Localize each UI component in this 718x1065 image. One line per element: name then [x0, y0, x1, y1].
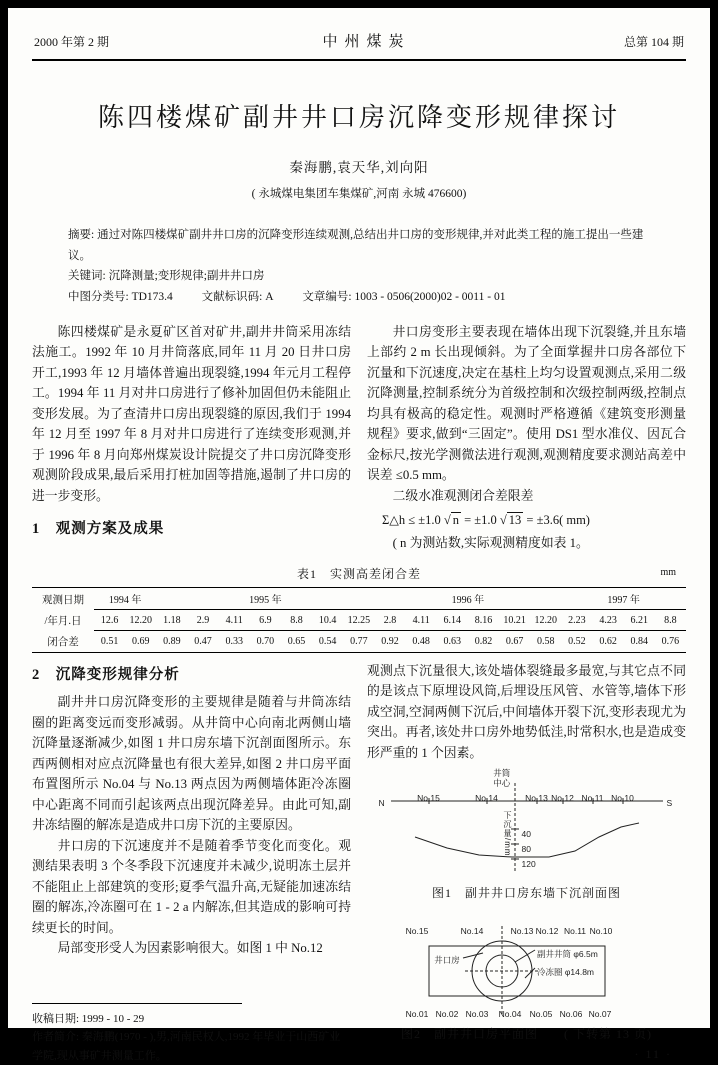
point-label: No.13 [525, 793, 548, 804]
table-row-values [32, 631, 686, 653]
right-column-1 [367, 322, 686, 554]
point-label: No.06 [559, 1008, 583, 1019]
figure-1-caption: 图1 副井井口房东墙下沉剖面图 [431, 886, 621, 901]
row-label: /年月.日 [44, 615, 82, 627]
point-label: No.07 [588, 1008, 612, 1019]
received-date: 收稿日期: 1999 - 10 - 29 [32, 1013, 145, 1026]
formula-part: Σ△h ≤ ±1.0 [382, 513, 441, 528]
value-cell: 0.70 [256, 636, 275, 647]
point-label: No.13 [510, 925, 534, 936]
value-cell: 0.92 [381, 636, 399, 647]
freeze-ring-label: 冷冻圈 φ14.8m [537, 966, 594, 977]
article-meta [68, 287, 650, 308]
value-cell: 0.67 [505, 636, 524, 647]
closure-formula [367, 510, 686, 531]
value-cell: 0.52 [568, 636, 586, 647]
year-cell: 1994 年 [94, 588, 156, 610]
date-cell: 2.9 [187, 610, 218, 631]
point-label: No.11 [563, 925, 587, 936]
value-cell: 0.84 [630, 636, 648, 647]
point-label: No.03 [465, 1008, 489, 1019]
value-cell: 0.54 [318, 636, 337, 647]
value-cell: 0.76 [661, 636, 680, 647]
article-title: 陈四楼煤矿副井井口房沉降变形规律探讨 [97, 103, 620, 132]
left-column-1 [32, 322, 351, 554]
authors: 秦海鹏,袁天华,刘向阳 [289, 160, 429, 175]
date-cell: 1.18 [156, 610, 187, 631]
value-cell: 0.48 [412, 636, 430, 647]
affiliation: ( 永城煤电集团车集煤矿,河南 永城 476600) [251, 188, 467, 200]
formula-part: = ±1.0 [464, 513, 497, 528]
row-label: 闭合差 [47, 636, 79, 648]
year-cell: 1996 年 [374, 588, 561, 610]
table-1-unit: mm [660, 567, 676, 579]
left-column-2 [32, 661, 351, 1065]
tick-80: 80 [521, 844, 531, 855]
analysis-paragraph-3: 局部变形受人为因素影响很大。如图 1 中 No.12 [57, 941, 323, 956]
tick-120: 120 [521, 859, 536, 870]
date-cell: 6.9 [250, 610, 281, 631]
journal-page [8, 8, 710, 1062]
point-label: No.14 [475, 793, 498, 804]
point-label: No.14 [460, 925, 484, 936]
analysis-paragraph-4: 观测点下沉量很大,该处墙体裂缝最多最宽,与其它点不同的是该点下原埋设风筒,后埋设压风管、水管等,墙体下形成空洞,空洞两侧下沉后,中间墙体开裂下沉,变形表现尤为突出。再者,该处井口房外地势低洼,时常积水,也是造成变形严重的 1 个因素。 [367, 663, 686, 760]
date-cell: 8.8 [655, 610, 686, 631]
date-cell: 8.16 [468, 610, 499, 631]
figure-2-caption: 图2 副井井口房平面图 [400, 1026, 538, 1041]
table-1-caption [32, 565, 686, 582]
point-label: No.12 [535, 925, 559, 936]
continued-note: ( 下转第 13 页) [564, 1026, 652, 1041]
date-cell: 8.8 [281, 610, 312, 631]
body-row-1 [32, 322, 686, 554]
figure-2-plan-diagram [367, 912, 687, 1019]
journal-header [32, 26, 686, 61]
date-cell: 10.4 [312, 610, 343, 631]
point-label: No.01 [405, 1008, 429, 1019]
value-cell: 0.62 [599, 636, 617, 647]
year-cell: 1997 年 [561, 588, 686, 610]
date-cell: 2.23 [561, 610, 592, 631]
value-cell: 0.47 [194, 636, 212, 647]
issue-label: 2000 年第 2 期 [34, 35, 110, 49]
date-cell: 4.11 [406, 610, 437, 631]
abstract-text: 摘要: 通过对陈四楼煤矿副井井口房的沉降变形连续观测,总结出井口房的变形规律,并对此类工程的施工提出一些建议。 [68, 229, 644, 262]
closure-table [32, 587, 686, 653]
clc-number: 中图分类号: TD173.4 [68, 291, 173, 304]
tick-40: 40 [521, 829, 531, 840]
formula-part: = ±3.6( mm) [526, 513, 590, 528]
point-label: No.02 [435, 1008, 459, 1019]
body-row-2 [32, 661, 686, 1065]
analysis-paragraph-1: 副井井口房沉降变形的主要规律是随着与井筒冻结圈的距离变远而变形减弱。从井筒中心向南北两侧山墙沉降量逐渐减少,如图 1 井口房东墙下沉剖面图所示。东西两侧相对应点沉降量也有很大差异,如图 2 井口房平面布置图所示 No.04 与 No.13 两点因为两侧墙体距冷冻圈中心距离不同而引起该两点出现沉降差异。由此可知,副井冻结圈的解冻是造成井口房下沉的主要原因。 [32, 695, 351, 833]
point-label: No.04 [498, 1008, 522, 1019]
wellhouse-label: 井口房 [434, 954, 460, 965]
value-cell: 0.65 [287, 636, 306, 647]
page-number: · 11 · [634, 1047, 672, 1062]
value-cell: 0.77 [350, 636, 368, 647]
date-cell: 10.21 [499, 610, 530, 631]
south-label: S [666, 798, 673, 809]
date-cell: 12.6 [94, 610, 125, 631]
formula-note: ( n 为测站数,实际观测精度如表 1。 [392, 535, 589, 550]
value-cell: 0.82 [474, 636, 493, 647]
date-cell: 6.21 [624, 610, 655, 631]
footnote-divider [32, 1003, 242, 1004]
abstract-block [68, 225, 650, 308]
point-label: No.10 [611, 793, 634, 804]
point-label: No.15 [405, 925, 429, 936]
observation-paragraph: 井口房变形主要表现在墙体出现下沉裂缝,并且东墙上部约 2 m 长出现倾斜。为了全面掌握井口房各部位下沉量和下沉速度,决定在基柱上均匀设置观测点,采用二级沉降测量,控制系统分为首级控制和次级控制两级,控制点均具有极高的稳定性。观测时严格遵循《建筑变形测量规程》要求,做到“三固定”。使用 DS1 型水准仪、因瓦合金标尺,按光学测微法进行观测,观测精度要求测站高差中误差 ≤0.5 mm。 [367, 324, 686, 483]
value-cell: 0.33 [225, 636, 243, 647]
value-cell: 0.69 [131, 636, 150, 647]
value-cell: 0.63 [443, 636, 462, 647]
journal-title: 中州煤炭 [322, 34, 411, 50]
table-row-years [32, 588, 686, 610]
date-cell: 4.23 [593, 610, 624, 631]
sqrt-13: √ 13 [499, 513, 522, 528]
footnote-block [32, 1003, 351, 1064]
point-label: No.11 [581, 793, 604, 804]
date-cell: 6.14 [437, 610, 468, 631]
value-cell: 0.89 [163, 636, 181, 647]
article-id: 文章编号: 1003 - 0506(2000)02 - 0011 - 01 [302, 291, 506, 304]
row-label: 观测日期 [42, 594, 84, 606]
table-1-block [32, 565, 686, 653]
value-cell: 0.58 [537, 636, 555, 647]
year-cell: 1995 年 [156, 588, 374, 610]
date-cell: 12.20 [125, 610, 156, 631]
table-row-dates [32, 610, 686, 631]
section-1-heading: 1 观测方案及成果 [32, 521, 165, 538]
point-label: No.15 [417, 793, 440, 804]
date-cell: 12.25 [343, 610, 374, 631]
limit-title: 二级水准观测闭合差限差 [392, 488, 534, 503]
point-label: No.05 [529, 1008, 553, 1019]
figure-1-profile-diagram [377, 768, 677, 877]
figure-2-caption-row [367, 1024, 686, 1045]
date-cell: 4.11 [219, 610, 250, 631]
analysis-paragraph-2: 井口房的下沉速度并不是随着季节变化而变化。观测结果表明 3 个冬季段下沉速度并未减少,说明冻土层并不能阻止上部建筑的变形;夏季气温升高,无疑能加速冻结圈的解冻,冷冻圈可在 1 - 2 a 内解冻,但其造成的影响可持续更长的时间。 [32, 838, 351, 935]
y-axis-label: 下沉量/mm [503, 811, 512, 857]
right-column-2 [367, 661, 686, 1065]
shaft-diameter-label: 副井井筒 φ6.5m [537, 948, 598, 959]
section-2-heading: 2 沉降变形规律分析 [32, 666, 180, 683]
date-cell: 2.8 [374, 610, 405, 631]
author-bio: 作者简介: 秦海鹏(1970 - ),男,河南民权人,1992 年毕业于山西矿业学院,现从事矿井测量工作。 [32, 1031, 341, 1062]
shaft-center-label: 井筒中心 [493, 768, 511, 789]
north-label: N [378, 798, 385, 809]
point-label: No.12 [551, 793, 574, 804]
volume-label: 总第 104 期 [623, 35, 684, 49]
sqrt-n: √ n [443, 513, 459, 528]
keywords: 关键词: 沉降测量;变形规律;副井井口房 [68, 270, 265, 283]
date-cell: 12.20 [530, 610, 561, 631]
intro-paragraph: 陈四楼煤矿是永夏矿区首对矿井,副井井筒采用冻结法施工。1992 年 10 月井筒落底,同年 11 月 20 日井口房开工,1993 年 12 月墙体普遍出现裂缝,1994 年元月工程停工。1994 年 11 月对井口房进行了修补加固但仍未能阻止变形发展。为了查清井口房出现裂缝的原因,我们于 1994 年 12 月至 1997 年 8 月对井口房进行了连续变形观测,并于 1996 年 8 月向郑州煤炭设计院提交了井口房沉降变形观测阶段成果,最后采用打桩加固等措施,遏制了井口房的进一步变形。 [32, 324, 351, 503]
point-label: No.10 [589, 925, 613, 936]
table-1-title: 表1 实测高差闭合差 [296, 567, 421, 582]
value-cell: 0.51 [100, 636, 119, 647]
doc-code: 文献标识码: A [201, 291, 274, 304]
